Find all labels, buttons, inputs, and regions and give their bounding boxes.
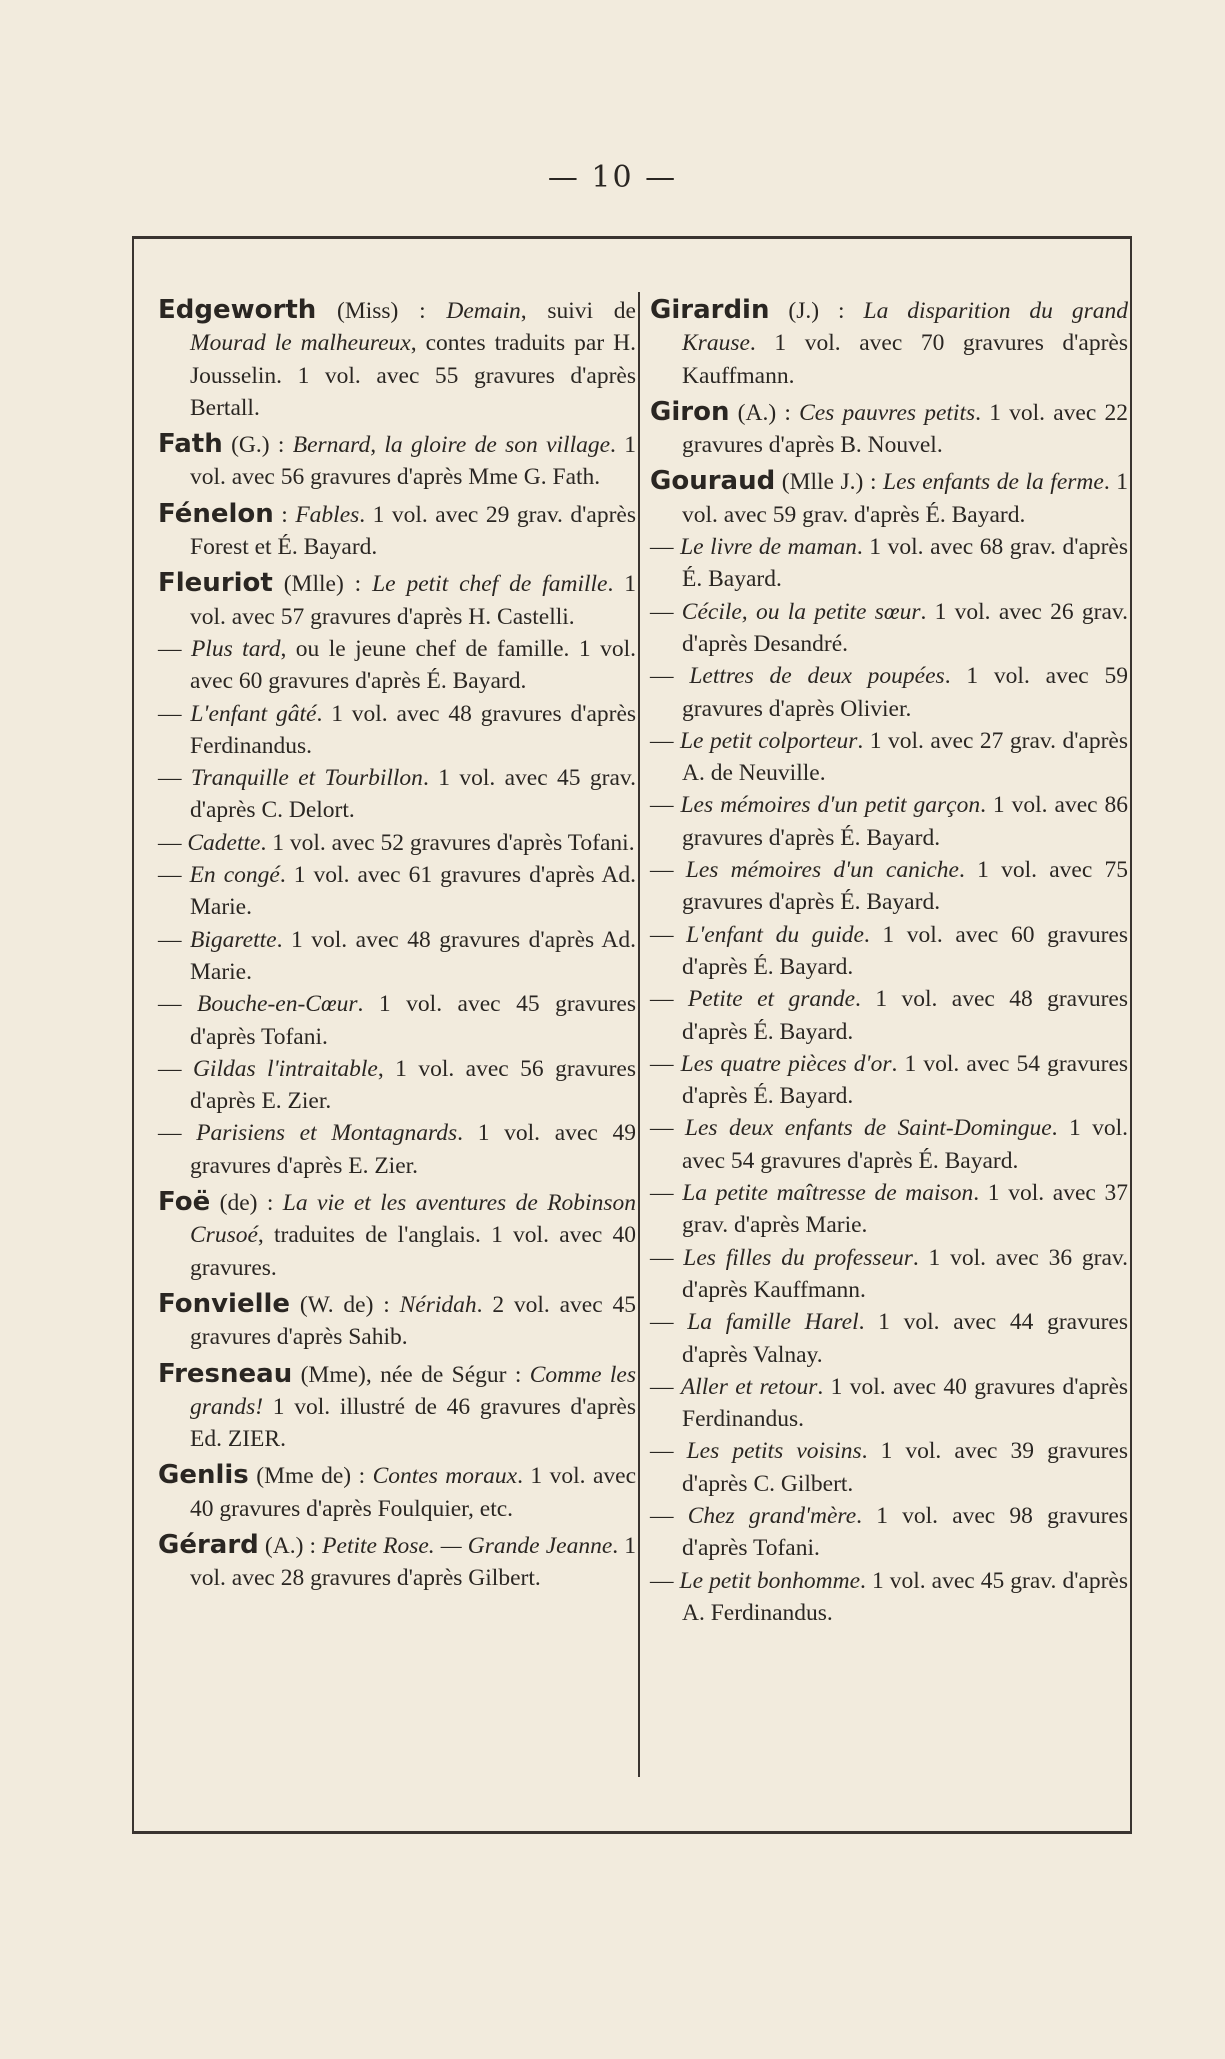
entry-prefix: —: [650, 1438, 687, 1465]
catalog-entry: [650, 789, 1128, 854]
entry-details: . 1 vol. avec 98 gravures d'après Tofani.: [682, 1502, 1129, 1562]
entry-prefix: (Miss) :: [316, 298, 447, 324]
book-title: La famille Harel: [687, 1309, 859, 1336]
entry-prefix: (A.) :: [729, 399, 800, 426]
entry-prefix: —: [650, 534, 681, 561]
entry-prefix: —: [650, 1373, 681, 1400]
catalog-entry: [650, 983, 1128, 1048]
book-title: Demain: [446, 298, 521, 324]
entry-prefix: —: [650, 727, 680, 754]
entry-details: . 1 vol. avec 86 gravures d'après É. Bayard.: [682, 792, 1129, 851]
entry-details: . 1 vol. avec 28 gravures d'après Gilbert.: [190, 1532, 636, 1592]
catalog-entry: [158, 924, 636, 989]
entry-prefix: —: [650, 1244, 684, 1271]
entry-details: . 1 vol. avec 49 gravures d'après E. Zier.: [190, 1120, 636, 1179]
entry-details: 1 vol. illustré de 46 gravures d'après Ed. ZIER.: [190, 1393, 636, 1453]
catalog-entry: [650, 1242, 1128, 1307]
catalog-entry: [650, 1048, 1128, 1113]
book-title: Petite et grande: [687, 986, 856, 1013]
entry-prefix: —: [158, 862, 190, 889]
entry-prefix: :: [273, 501, 296, 528]
entry-details: . 1 vol. avec 61 gravures d'après Ad. Marie.: [190, 862, 637, 921]
book-title: Les enfants de la ferme: [883, 469, 1104, 496]
book-title: La disparition du grand Krause: [682, 298, 1128, 357]
entry-prefix: —: [650, 1309, 688, 1336]
book-title: Contes moraux: [372, 1463, 518, 1490]
author-name: Fath: [158, 429, 223, 460]
book-title: Les mémoires d'un caniche: [685, 857, 959, 884]
book-title: Chez grand'mère: [687, 1502, 857, 1529]
book-title: Les quatre pièces d'or: [680, 1050, 892, 1077]
book-title: Les deux enfants de Saint-Domingue: [684, 1115, 1052, 1142]
entry-details: . 1 vol. avec 44 gravures d'après Valnay.: [682, 1309, 1129, 1368]
entry-details: , suivi de: [520, 298, 636, 324]
catalog-entry: [158, 988, 636, 1053]
entry-details: . 1 vol. avec 45 grav. d'après C. Delort.: [190, 765, 636, 824]
catalog-entry: [158, 827, 636, 859]
entry-details: . 1 vol. avec 37 grav. d'après Marie.: [682, 1180, 1129, 1239]
catalog-entry: [158, 1186, 636, 1284]
catalog-entry: [650, 396, 1128, 462]
book-title: Néridah: [399, 1291, 477, 1318]
entry-prefix: —: [650, 921, 687, 948]
entry-prefix: —: [650, 1567, 680, 1594]
book-title: Bigarette: [190, 926, 277, 953]
entry-prefix: —: [158, 829, 188, 856]
catalog-entry: [650, 531, 1128, 596]
entry-prefix: —: [650, 1050, 681, 1077]
entry-details: . 1 vol. avec 48 gravures d'après É. Bayard.: [682, 986, 1129, 1045]
entry-details: . 1 vol. avec 56 gravures d'après Mme G. Fath.: [190, 432, 636, 491]
entry-details: . 1 vol. avec 29 grav. d'après Forest et É. Bayard.: [190, 501, 636, 561]
author-name: Edgeworth: [158, 295, 317, 325]
book-title: Les petits voisins: [686, 1438, 862, 1465]
book-title: Les mémoires d'un petit garçon: [680, 792, 981, 819]
entry-details: . 1 vol. avec 52 gravures d'après Tofani.: [260, 829, 635, 856]
author-name: Giron: [650, 396, 730, 427]
book-title: Cécile, ou la petite sœur: [681, 598, 921, 625]
catalog-entry: [158, 428, 636, 494]
catalog-entry: [650, 854, 1128, 919]
entry-details: . 1 vol. avec 68 grav. d'après É. Bayard.: [682, 534, 1129, 593]
right-column: [650, 290, 1128, 1629]
book-title: Petite Rose. — Grande Jeanne: [322, 1532, 613, 1559]
entry-details: . 1 vol. avec 26 grav. d'après Desandré.: [682, 598, 1129, 657]
catalog-entry: [158, 1358, 636, 1456]
entry-details: . 1 vol. avec 60 gravures d'après É. Bayard.: [682, 921, 1129, 980]
entry-details: , 1 vol. avec 56 gravures d'après E. Zier.: [190, 1055, 636, 1115]
catalog-entry: [158, 294, 636, 424]
entry-prefix: (Mlle J.) :: [775, 469, 884, 496]
entry-prefix: (G.) :: [222, 432, 293, 459]
page-number: — 10 —: [547, 160, 678, 195]
catalog-entry: [158, 859, 636, 924]
book-title: Bouche-en-Cœur: [197, 991, 358, 1018]
author-name: Genlis: [158, 1460, 249, 1491]
entry-details: . 1 vol. avec 48 gravures d'après Ferdinandus.: [190, 700, 637, 759]
author-name: Fonvielle: [158, 1288, 291, 1319]
catalog-entry: [650, 1112, 1128, 1177]
entry-prefix: —: [650, 1502, 688, 1529]
entry-prefix: —: [650, 857, 686, 884]
author-name: Gouraud: [650, 466, 776, 497]
catalog-entry: [650, 294, 1128, 392]
entry-details: . 1 vol. avec 57 gravures d'après H. Castelli.: [190, 571, 636, 630]
entry-prefix: (A.) :: [258, 1532, 323, 1559]
entry-prefix: —: [158, 635, 191, 662]
entry-details: . 1 vol. avec 45 grav. d'après A. Ferdinandus.: [682, 1567, 1129, 1626]
book-title: Aller et retour: [680, 1373, 818, 1400]
entry-details: . 1 vol. avec 45 gravures d'après Tofani.: [190, 991, 636, 1050]
entry-details: . 1 vol. avec 54 gravures d'après É. Bayard.: [682, 1050, 1129, 1110]
book-title: Les filles du professeur: [683, 1244, 913, 1271]
book-title: La vie et les aventures de Robinson Crusoé: [190, 1190, 636, 1249]
entry-details: . 1 vol. avec 59 gravures d'après Olivier.: [682, 663, 1128, 722]
entry-prefix: (Mme), née de Ségur :: [292, 1361, 530, 1388]
entry-prefix: —: [650, 598, 682, 625]
entry-prefix: —: [650, 792, 681, 819]
catalog-entry: [158, 567, 636, 633]
entry-prefix: —: [158, 926, 191, 953]
entry-prefix: —: [158, 991, 197, 1018]
entry-details: . 1 vol. avec 36 grav. d'après Kauffmann.: [682, 1244, 1128, 1303]
catalog-entry: [650, 1306, 1128, 1371]
book-title: Tranquille et Tourbillon: [190, 765, 423, 792]
entry-details: . 1 vol. avec 40 gravures d'après Ferdinandus.: [682, 1373, 1129, 1433]
catalog-entry: [158, 1117, 636, 1182]
entry-details: . 1 vol. avec 27 grav. d'après A. de Neuville.: [682, 727, 1129, 787]
book-title: Mourad le malheureux: [190, 330, 411, 357]
catalog-entry: [158, 698, 636, 763]
book-title: Cadette: [187, 829, 261, 856]
catalog-entry: [650, 596, 1128, 661]
book-title: L'enfant gâté: [190, 700, 317, 727]
catalog-entry: [650, 465, 1128, 531]
catalog-entry: [650, 1177, 1128, 1242]
entry-details: , traduites de l'anglais. 1 vol. avec 40 gravures.: [190, 1222, 636, 1281]
entry-details: , contes traduits par H. Jousselin. 1 vol. avec 55 gravures d'après Bertall.: [190, 330, 636, 421]
entry-details: . 1 vol. avec 39 gravures d'après C. Gilbert.: [682, 1438, 1129, 1497]
book-title: En congé: [189, 862, 280, 889]
left-column: [158, 290, 636, 1595]
book-title: Le petit colporteur: [679, 727, 858, 754]
catalog-entry: [158, 1459, 636, 1525]
book-title: Parisiens et Montagnards: [196, 1120, 458, 1147]
entry-details: . 1 vol. avec 59 grav. d'après É. Bayard.: [682, 469, 1129, 528]
column-divider: [638, 292, 640, 1777]
catalog-entry: [650, 1371, 1128, 1436]
entry-prefix: (W. de) :: [290, 1291, 400, 1318]
catalog-entry: [158, 633, 636, 698]
author-name: Gérard: [158, 1529, 259, 1560]
catalog-entry: [650, 1565, 1128, 1630]
book-title: Plus tard: [190, 635, 281, 662]
entry-prefix: —: [650, 663, 690, 690]
entry-details: . 1 vol. avec 48 gravures d'après Ad. Marie.: [190, 926, 637, 985]
entry-prefix: (de) :: [210, 1190, 283, 1217]
entry-details: . 1 vol. avec 40 gravures d'après Foulquier, etc.: [190, 1463, 637, 1522]
catalog-entry: [650, 1435, 1128, 1500]
entry-prefix: —: [158, 1055, 193, 1082]
entry-prefix: (J.) :: [769, 298, 864, 324]
entry-details: . 2 vol. avec 45 gravures d'après Sahib.: [190, 1291, 636, 1351]
entry-prefix: (Mlle) :: [272, 571, 373, 598]
entry-details: . 1 vol. avec 22 gravures d'après B. Nouvel.: [682, 399, 1128, 459]
catalog-entry: [158, 498, 636, 564]
author-name: Fleuriot: [158, 568, 273, 599]
entry-details: . 1 vol. avec 54 gravures d'après É. Bayard.: [682, 1115, 1129, 1174]
catalog-entry: [650, 660, 1128, 725]
entry-prefix: (Mme de) :: [248, 1463, 373, 1490]
book-title: La petite maîtresse de maison: [682, 1180, 974, 1207]
book-title: Fables: [295, 501, 360, 528]
book-title: Bernard, la gloire de son village: [292, 432, 611, 459]
author-name: Foë: [158, 1187, 211, 1218]
catalog-entry: [158, 762, 636, 827]
entry-prefix: —: [158, 765, 191, 792]
book-title: Comme les grands!: [190, 1361, 637, 1420]
book-title: Le petit chef de famille: [372, 571, 608, 598]
entry-details: . 1 vol. avec 70 gravures d'après Kauffmann.: [682, 330, 1128, 389]
entry-prefix: —: [650, 986, 688, 1013]
entry-prefix: —: [650, 1115, 685, 1142]
entry-prefix: —: [158, 700, 191, 727]
catalog-entry: [158, 1529, 636, 1595]
catalog-entry: [650, 919, 1128, 984]
book-title: Gildas l'intraitable: [192, 1055, 378, 1082]
book-title: Ces pauvres petits: [799, 399, 976, 426]
book-title: Le livre de maman: [680, 534, 857, 561]
author-name: Fresneau: [158, 1358, 293, 1389]
book-title: Le petit bonhomme: [679, 1567, 861, 1594]
author-name: Girardin: [650, 295, 770, 325]
book-title: L'enfant du guide: [686, 921, 864, 948]
entry-details: , ou le jeune chef de famille. 1 vol. avec 60 gravures d'après É. Bayard.: [190, 635, 636, 695]
catalog-entry: [158, 1288, 636, 1354]
entry-prefix: —: [650, 1180, 683, 1207]
entry-details: . 1 vol. avec 75 gravures d'après É. Bayard.: [682, 857, 1128, 916]
author-name: Fénelon: [158, 498, 274, 529]
book-title: Lettres de deux poupées: [689, 663, 945, 690]
catalog-entry: [650, 1500, 1128, 1565]
catalog-entry: [158, 1053, 636, 1118]
entry-prefix: —: [158, 1120, 197, 1147]
catalog-entry: [650, 725, 1128, 790]
